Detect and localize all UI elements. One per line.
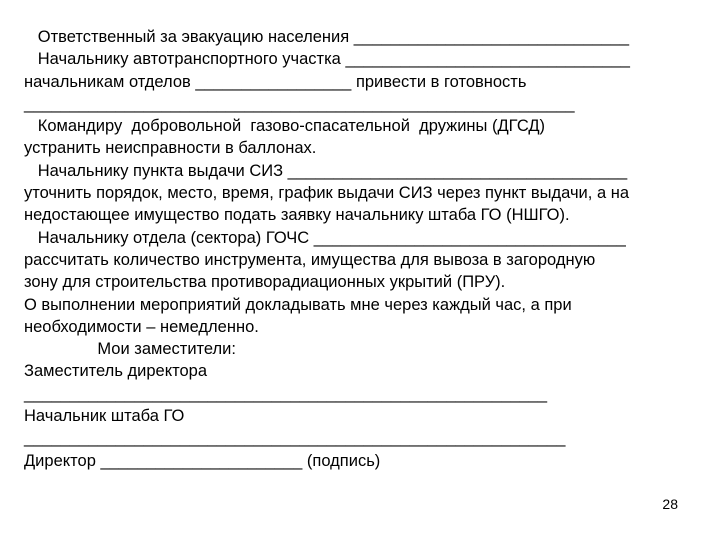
line-chief-of-staff-signature: ___________________________________________________________ bbox=[24, 429, 566, 448]
line-evacuation-responsible: Ответственный за эвакуацию населения ______________________________ bbox=[24, 28, 630, 46]
line-deputy-director: Заместитель директора bbox=[24, 362, 207, 381]
line-deputies-heading: Мои заместители: bbox=[24, 340, 236, 359]
line-director-signature: Директор ______________________ (подпись) bbox=[24, 451, 381, 470]
line-deputy-director-signature: _________________________________________________________ bbox=[24, 384, 548, 403]
line-siz-task-2: недостающее имущество подать заявку начальнику штаба ГО (НШГО). bbox=[24, 206, 570, 225]
line-gochs-chief: Начальнику отдела (сектора) ГОЧС __________________________________ bbox=[24, 228, 626, 247]
line-gas-rescue-commander: Командиру добровольной газово-спасательной дружины (ДГСД) bbox=[24, 117, 546, 136]
line-gas-rescue-task: устранить неисправности в баллонах. bbox=[24, 139, 317, 158]
line-transport-chief: Начальнику автотранспортного участка _______________________________ bbox=[24, 50, 630, 69]
line-gochs-task-2: зону для строительства противорадиационных укрытий (ПРУ). bbox=[24, 273, 506, 292]
document-body bbox=[24, 26, 704, 472]
line-gochs-task-1: рассчитать количество инструмента, имущества для вывоза в загородную bbox=[24, 250, 596, 269]
line-report-1: О выполнении мероприятий докладывать мне через каждый час, а при bbox=[24, 295, 572, 314]
line-chief-of-staff: Начальник штаба ГО bbox=[24, 407, 185, 426]
line-department-heads: начальникам отделов _________________ привести в готовность bbox=[24, 72, 527, 91]
line-blank: ____________________________________________________________ bbox=[24, 94, 575, 113]
line-report-2: необходимости – немедленно. bbox=[24, 317, 259, 336]
line-siz-task-1: уточнить порядок, место, время, график выдачи СИЗ через пункт выдачи, а на bbox=[24, 184, 629, 203]
page-number: 28 bbox=[662, 496, 678, 512]
line-siz-point-chief: Начальнику пункта выдачи СИЗ _____________________________________ bbox=[24, 161, 628, 180]
